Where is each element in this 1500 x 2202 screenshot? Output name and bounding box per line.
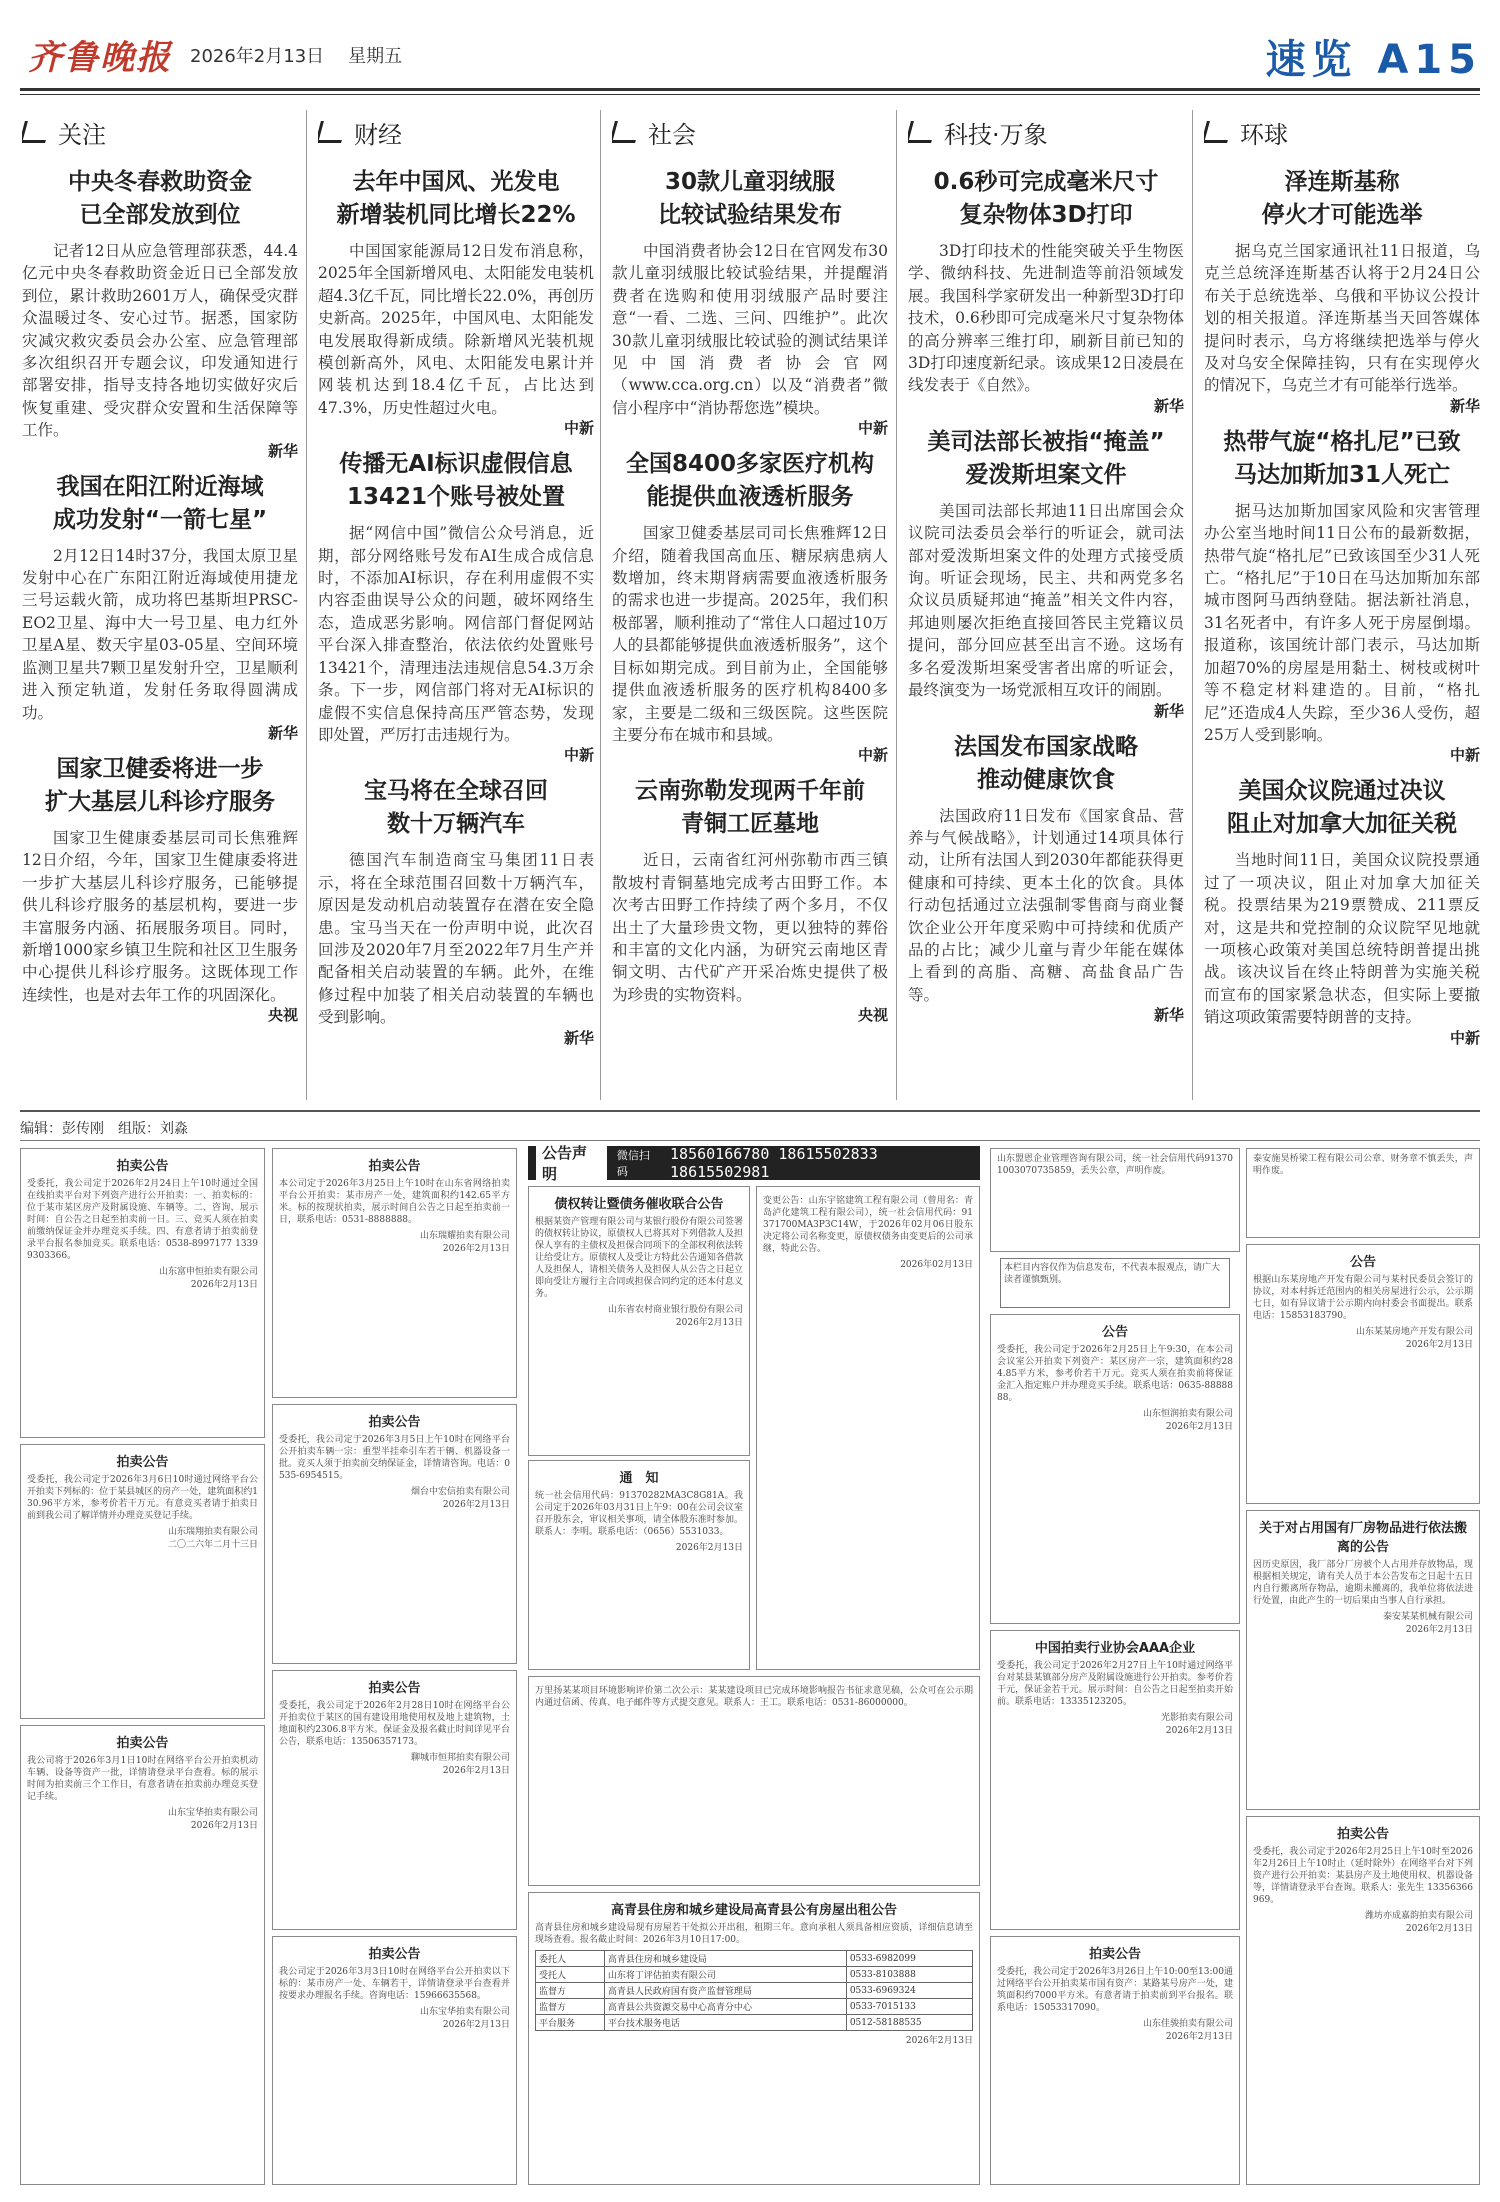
article: [318, 448, 594, 765]
ad-auction-notice: [990, 1936, 1240, 2185]
article-source: 中新: [563, 419, 594, 438]
ad-signature: 山东佳骏拍卖有限公司 2026年2月13日: [1142, 2019, 1233, 2042]
ad-title: 高青县住房和城乡建设局高青县公有房屋出租公告: [610, 1903, 897, 1918]
article-body: 国家卫生健康委基层司司长焦雅辉12日介绍，今年，国家卫生健康委将进一步扩大基层儿科诊疗服务，已能够提供儿科诊疗服务的基层机构，要进一步丰富服务内涵、拓展服务项目。同时，新增1000家乡镇卫生院和社区卫生服务中心提供儿科诊疗服务。这既体现工作连续性，也是对去年工作的巩固深化。: [22, 828, 298, 1004]
ad-body: 根据某资产管理有限公司与某银行股份有限公司签署的债权转让协议，原债权人已将其对下列借款人及担保人享有的主债权及担保合同项下的全部权利依法转让给受让方。原债权人及受让方特此公告通知各借款人及担保人，请相关债务人及担保人从公告之日起立即向受让方履行主合同或担保合同约定的还本付息义务。: [535, 1217, 743, 1299]
ad-auction-notice: [990, 1314, 1240, 1624]
ad-title: 中国拍卖行业协会AAA企业: [1034, 1641, 1196, 1656]
ad-signature: 2026年2月13日: [905, 2036, 973, 2046]
article-headline: 宝马将在全球召回 数十万辆汽车: [364, 778, 548, 838]
ad-body: 受委托，我公司定于2026年2月28日10时在网络平台公开拍卖位于某区的国有建设用地使用权及地上建筑物，土地面积约2306.8平方米。保证金及报名截止时间详见平台公告，联系电话：13506357173。: [279, 1701, 510, 1747]
corner-mark-icon: [318, 121, 347, 143]
ad-auction-notice: [272, 1404, 517, 1664]
ad-auction-notice: [272, 1936, 517, 2185]
article-headline: 中央冬春救助资金 已全部发放到位: [68, 169, 252, 228]
article-source: 新华: [1153, 396, 1184, 415]
ad-title: 拍卖公告: [116, 1736, 169, 1751]
column-heading: [318, 108, 594, 156]
table-cell: 监督方: [536, 1999, 605, 2015]
section-rule: [20, 1110, 1480, 1112]
table-cell: 受托人: [536, 1967, 605, 1983]
ad-title: 关于对占用国有厂房物品进行依法搬离的公告: [1258, 1521, 1467, 1555]
article-source: 中新: [1449, 746, 1480, 765]
article-source: 新华: [1449, 396, 1480, 415]
ad-rental-notice: [528, 1892, 980, 2185]
news-column: [612, 100, 888, 1110]
editor-credit: 编辑：彭传刚 组版：刘淼: [20, 1121, 188, 1137]
ad-title: 通 知: [619, 1471, 659, 1486]
column-divider: [306, 110, 307, 1100]
ad-signature: 2026年2月13日: [675, 1543, 743, 1553]
ad-signature: 山东瑞耀拍卖有限公司 2026年2月13日: [419, 1231, 510, 1254]
ad-title: 拍卖公告: [368, 1947, 421, 1962]
table-cell: 平台技术服务电话: [604, 2015, 846, 2031]
table-cell: 高青县公共资源交易中心高青分中心: [604, 1999, 846, 2015]
column-heading-label: 关注: [58, 120, 106, 149]
article-body: 法国政府11日发布《国家食品、营养与气候战略》，计划通过14项具体行动，让所有法国人到2030年都能获得更健康和可持续、更本土化的饮食。具体行动包括通过立法强制零售商与商业餐饮企业公开年度采购中可持续和优质产品的占比；减少儿童与青少年能在媒体上看到的高脂、高糖、高盐食品广告等。: [908, 806, 1184, 1004]
ad-public-notice: [1246, 1244, 1480, 1504]
article-headline: 泽连斯基称 停火才可能选举: [1261, 169, 1423, 228]
ad-title: 公告: [1349, 1255, 1376, 1270]
table-cell: 0512-58188535: [846, 2015, 972, 2031]
table-row: [536, 1951, 973, 1967]
masthead: [0, 0, 1500, 100]
ad-body: 受委托，我公司定于2026年3月5日上午10时在网络平台公开拍卖车辆一宗：重型半挂牵引车若干辆、机器设备一批。竞买人须于拍卖前交纳保证金，详情请咨询。电话：0535-6954515。: [279, 1435, 510, 1481]
table-row: [536, 1967, 973, 1983]
ad-relocation-notice: [1246, 1510, 1480, 1810]
article-source: 新华: [267, 441, 298, 460]
article-headline: 传播无AI标识虚假信息 13421个账号被处置: [339, 451, 573, 511]
article: [1204, 775, 1480, 1047]
contact-table: [535, 1950, 973, 2031]
ad-title: 公告: [1101, 1325, 1128, 1340]
ad-signature: 聊城市恒邦拍卖有限公司 2026年2月13日: [410, 1753, 510, 1776]
article: [22, 471, 298, 743]
disclaimer-text: 本栏目内容仅作为信息发布，不代表本报观点，请广大读者谨慎甄别。: [1004, 1263, 1221, 1285]
table-row: [536, 1999, 973, 2015]
ad-body: 因历史原因，我厂部分厂房被个人占用并存放物品，现根据相关规定，请有关人员于本公告发布之日起十五日内自行搬离所存物品，逾期未搬离的，我单位将依法进行处置，由此产生的一切后果由当事人自行承担。: [1253, 1560, 1473, 1606]
article: [1204, 426, 1480, 765]
article-headline: 我国在阳江附近海域 成功发射“一箭七星”: [52, 473, 268, 533]
article-source: 中新: [563, 746, 594, 765]
article: [612, 775, 888, 1025]
ad-body: 变更公告：山东宇铭建筑工程有限公司（曾用名：青岛泸化建筑工程有限公司），统一社会信用代码：91371700MA3P3C14W，于2026年02月06日股东决定将公司名称变更，原债权债务由变更后的公司承继，特此公告。: [763, 1196, 973, 1254]
column-heading: [612, 108, 888, 156]
ad-lost-seal-notice: [1246, 1148, 1480, 1238]
banner-phones: 18560166780 18615502833 18615502981: [670, 1145, 878, 1181]
article-headline: 美国众议院通过决议 阻止对加拿大加征关税: [1227, 778, 1457, 838]
ad-signature: 山东恒润拍卖有限公司 2026年2月13日: [1142, 1409, 1233, 1432]
issue-date: 2026年2月13日: [190, 46, 325, 67]
newspaper-logo: 齐鲁晚报: [28, 38, 172, 78]
article: [908, 426, 1184, 721]
column-heading: [908, 108, 1184, 156]
ad-auction-notice: [20, 1725, 265, 2185]
page-section-label: 速览 A15: [1265, 37, 1482, 83]
column-heading-label: 环球: [1240, 120, 1288, 149]
ad-signature: 潍坊亦成嘉韵拍卖有限公司 2026年2月13日: [1364, 1911, 1473, 1934]
ad-signature: 山东某某房地产开发有限公司 2026年2月13日: [1355, 1327, 1473, 1350]
ad-body: 受委托，我公司定于2026年2月27日上午10时通过网络平台对某县某镇部分房产及附属设施进行公开拍卖。参考价若干元，保证金若干元。展示时间：自公告之日起至拍卖开始前。联系电话：13335123205。: [997, 1661, 1233, 1707]
ad-signature: 山东宝华拍卖有限公司 2026年2月13日: [167, 1808, 258, 1831]
ad-body: 受委托，我公司定于2026年2月25日上午9:30，在本公司会议室公开拍卖下列资产：某区房产一宗，建筑面积约284.85平方米，参考价若干万元。竞买人须在拍卖前将保证金汇入指定账户并办理竞买手续。联系电话：0635-8888888。: [997, 1345, 1233, 1403]
article-source: 央视: [857, 1006, 888, 1025]
ad-title: 债权转让暨债务催收联合公告: [554, 1197, 724, 1212]
ad-body: 我公司将于2026年3月1日10时在网络平台公开拍卖机动车辆、设备等资产一批，详情请登录平台查看。标的展示时间为拍卖前三个工作日，有意者请在拍卖前办理竞买登记手续。: [27, 1756, 258, 1802]
article-body: 据马达加斯加国家风险和灾害管理办公室当地时间11日公布的最新数据，热带气旋“格扎尼”已致该国至少31人死亡。“格扎尼”于10日在马达加斯加东部城市图阿马西纳登陆。据法新社消息，31名死者中，有许多人死于房屋倒塌。报道称，该国统计部门表示，马达加斯加超70%的房屋是用黏土、树枝或树叶等不稳定材料建造的。目前，“格扎尼”还造成4人失踪，至少36人受伤，超25万人受到影响。: [1204, 501, 1480, 744]
article-body: 2月12日14时37分，我国太原卫星发射中心在广东阳江附近海域使用捷龙三号运载火箭，成功将巴基斯坦PRSC-EO2卫星、海中大一号卫星、电力红外卫星A星、数天宇星03-05星、空间环境监测卫星共7颗卫星发射升空，卫星顺利进入预定轨道，发射任务取得圆满成功。: [22, 546, 298, 722]
article-source: 新华: [267, 723, 298, 742]
table-cell: 平台服务: [536, 2015, 605, 2031]
column-heading-label: 科技·万象: [944, 120, 1048, 149]
article-source: 中新: [857, 419, 888, 438]
dateline: [190, 42, 426, 68]
ad-title: 拍卖公告: [368, 1681, 421, 1696]
ad-body: 我公司定于2026年3月3日10时在网络平台公开拍卖以下标的：某市房产一处、车辆若干，详情请登录平台查看并按要求办理报名手续。咨询电话：15966635568。: [279, 1967, 510, 2001]
article-body: 中国国家能源局12日发布消息称，2025年全国新增风电、太阳能发电装机超4.3亿千瓦，同比增长22.0%，再创历史新高。2025年，中国风电、太阳能发电发展取得新成绩。除新增风光装机规模创新高外，风电、太阳能发电累计并网装机达到18.4亿千瓦，占比达到47.3%，历史性超过火电。: [318, 242, 594, 417]
article-headline: 云南弥勒发现两千年前 青铜工匠墓地: [635, 778, 865, 838]
ad-body: 受委托，我公司定于2026年2月25日上午10时至2026年2月26日上午10时止（延时除外）在网络平台对下列资产进行公开拍卖：某县房产及土地使用权、机器设备等，详情请登录平台查询。联系人：张先生 13356366969。: [1253, 1847, 1473, 1905]
masthead-rule: [20, 88, 1480, 91]
masthead-rule-thin: [20, 94, 1480, 95]
ad-lost-seal-notice: [990, 1148, 1240, 1252]
ad-title: 拍卖公告: [1336, 1827, 1389, 1842]
banner-tag: 公告声明: [536, 1141, 607, 1185]
corner-mark-icon: [1204, 121, 1233, 143]
ad-signature: 烟台中宏信拍卖有限公司 2026年2月13日: [410, 1487, 510, 1510]
article-body: 国家卫健委基层司司长焦雅辉12日介绍，随着我国高血压、糖尿病患病人数增加，终末期肾病需要血液透析服务的需求也进一步提高。2025年，我们积极部署，顺利推动了“常住人口超过10万人的县都能够提供血液透析服务”，这个目标如期完成。到目前为止，全国能够提供血液透析服务的医疗机构8400多家，主要是二级和三级医院。这些医院主要分布在城市和县域。: [612, 524, 888, 744]
table-cell: 山东将丁评估拍卖有限公司: [604, 1967, 846, 1983]
ad-auction-notice: [20, 1444, 265, 1719]
ad-notification: [528, 1460, 750, 1670]
table-row: [536, 1983, 973, 1999]
column-heading-label: 社会: [648, 120, 696, 149]
ad-auction-notice: [272, 1670, 517, 1930]
ad-auction-notice: [272, 1148, 517, 1398]
ad-signature: 2026年02月13日: [900, 1260, 973, 1270]
ad-change-notice: [756, 1186, 980, 1670]
ad-auction-notice: [1246, 1816, 1480, 2185]
notice-banner: [528, 1144, 980, 1183]
ad-body: 山东盟恩企业管理咨询有限公司，统一社会信用代码913701003070735859，丢失公章，声明作废。: [997, 1154, 1233, 1176]
article: [22, 753, 298, 1025]
article: [1204, 166, 1480, 416]
ad-signature: 光影拍卖有限公司 2026年2月13日: [1160, 1713, 1233, 1736]
banner-tag-wechat: 微信扫码: [616, 1149, 650, 1178]
corner-mark-icon: [908, 121, 937, 143]
table-cell: 高青县人民政府国有资产监督管理局: [604, 1983, 846, 1999]
column-heading: [22, 108, 298, 156]
article: [612, 166, 888, 438]
ad-auction-notice: [20, 1148, 265, 1438]
ad-title: 拍卖公告: [116, 1455, 169, 1470]
ad-body: 本公司定于2026年3月25日上午10时在山东省网络拍卖平台公开拍卖：某市房产一处，建筑面积约142.65平方米。标的按现状拍卖，展示时间自公告之日起至拍卖前一日，联系电话：0531-8888888。: [279, 1179, 510, 1225]
table-cell: 委托人: [536, 1951, 605, 1967]
table-cell: 监督方: [536, 1983, 605, 1999]
article-body: 美国司法部长邦迪11日出席国会众议院司法委员会举行的听证会，就司法部对爱泼斯坦案文件的处理方式接受质询。听证会现场，民主、共和两党多名众议员质疑邦迪“掩盖”相关文件内容，邦迪则屡次拒绝直接回答民主党籍议员提问，部分回应甚至出言不逊。这场有多名爱泼斯坦案受害者出席的听证会，最终演变为一场党派相互攻讦的闹剧。: [908, 501, 1184, 700]
ad-title: 拍卖公告: [1088, 1947, 1141, 1962]
ad-environment-notice: [528, 1676, 980, 1886]
ad-signature: 山东瑞翔拍卖有限公司 二〇二六年二月十三日: [167, 1527, 258, 1550]
table-cell: 高青县住房和城乡建设局: [604, 1951, 846, 1967]
column-divider: [896, 110, 897, 1100]
article-headline: 美司法部长被指“掩盖” 爱泼斯坦案文件: [927, 428, 1165, 488]
article-body: 中国消费者协会12日在官网发布30款儿童羽绒服比较试验结果，并提醒消费者在选购和使用羽绒服产品时要注意“一看、二选、三问、四维护”。此次30款儿童羽绒服比较试验的测试结果详见中国消费者协会官网（www.cca.org.cn）以及“消费者”微信小程序中“消协帮您选”模块。: [612, 242, 888, 417]
news-column: [1204, 100, 1480, 1110]
article-source: 中新: [1449, 1028, 1480, 1047]
ad-auction-notice: [990, 1630, 1240, 1930]
article-headline: 0.6秒可完成毫米尺寸 复杂物体3D打印: [933, 169, 1159, 228]
ad-body: 根据山东某房地产开发有限公司与某村民委员会签订的协议，对本村拆迁范围内的相关房屋进行公示，公示期七日，如有异议请于公示期内向村委会书面提出。联系电话：15853183790。: [1253, 1275, 1473, 1321]
table-cell: 0533-8103888: [846, 1967, 972, 1983]
news-column: [908, 100, 1184, 1110]
article-body: 据“网信中国”微信公众号消息，近期，部分网络账号发布AI生成合成信息时，不添加AI标识，存在利用虚假不实内容歪曲误导公众的问题，破坏网络生态，造成恶劣影响。网信部门督促网站平台深入排查整治，依法依约处置账号13421个，清理违法违规信息54.3万余条。下一步，网信部门将对无AI标识的虚假不实信息保持高压严管态势，发现即处置，严厉打击违规行为。: [318, 524, 594, 744]
article: [908, 166, 1184, 416]
column-divider: [1192, 110, 1193, 1100]
ad-title: 拍卖公告: [116, 1159, 169, 1174]
ad-signature: 山东省农村商业银行股份有限公司 2026年2月13日: [607, 1305, 743, 1328]
article-headline: 国家卫健委将进一步 扩大基层儿科诊疗服务: [45, 755, 275, 815]
column-heading-label: 财经: [354, 120, 402, 149]
article-source: 央视: [267, 1006, 298, 1025]
ad-signature: 山东富申恒拍卖有限公司 2026年2月13日: [158, 1267, 258, 1290]
ad-debt-transfer-notice: [528, 1186, 750, 1456]
ad-body: 高青县住房和城乡建设局现有房屋若干处拟公开出租，租期三年。意向承租人须具备相应资质，详细信息请至现场查看。报名截止时间：2026年3月10日17:00。: [535, 1923, 973, 1945]
article-headline: 去年中国风、光发电 新增装机同比增长22%: [336, 169, 576, 228]
article-headline: 热带气旋“格扎尼”已致 马达加斯加31人死亡: [1223, 428, 1461, 488]
article-source: 中新: [857, 746, 888, 765]
issue-weekday: 星期五: [348, 46, 403, 67]
article-body: 德国汽车制造商宝马集团11日表示，将在全球范围召回数十万辆汽车，原因是发动机启动装置存在潜在安全隐患。宝马当天在一份声明中说，此次召回涉及2020年7月至2022年7月生产并配备相关启动装置的车辆。此外，在维修过程中加装了相关启动装置的车辆也受到影响。: [318, 851, 594, 1027]
ad-body: 统一社会信用代码：91370282MA3C8G81A。我公司定于2026年03月31日上午9：00在公司会议室召开股东会，审议相关事项，请全体股东准时参加。联系人：李明。联系电话：（0656）5531033。: [535, 1491, 743, 1537]
news-column: [318, 100, 594, 1110]
article: [318, 775, 594, 1047]
ad-body: 泰安施昊桥梁工程有限公司公章、财务章不慎丢失，声明作废。: [1253, 1154, 1473, 1176]
article-headline: 全国8400多家医疗机构 能提供血液透析服务: [625, 451, 874, 511]
article-source: 新华: [1153, 1006, 1184, 1025]
ad-body: 万里扬某某项目环境影响评价第二次公示：某某建设项目已完成环境影响报告书征求意见稿，公众可在公示期内通过信函、传真、电子邮件等方式提交意见。联系人：王工。联系电话：0531-86000000。: [535, 1686, 973, 1708]
ad-disclaimer: [1000, 1258, 1230, 1308]
ad-title: 拍卖公告: [368, 1159, 421, 1174]
ad-signature: 山东宝华拍卖有限公司 2026年2月13日: [419, 2007, 510, 2030]
article-body: 近日，云南省红河州弥勒市西三镇散坡村青铜墓地完成考古田野工作。本次考古田野工作持续了两个多月，不仅出土了大量珍贵文物，更以独特的葬俗和丰富的文化内涵，为研究云南地区青铜文明、古代矿产开采冶炼史提供了极为珍贵的实物资料。: [612, 851, 888, 1004]
article-headline: 30款儿童羽绒服 比较试验结果发布: [658, 169, 842, 228]
table-row: [536, 2015, 973, 2031]
ad-signature: 泰安某某机械有限公司 2026年2月13日: [1382, 1612, 1473, 1635]
corner-mark-icon: [612, 121, 641, 143]
ad-body: 受委托，我公司定于2026年3月26日上午10:00至13:00通过网络平台公开拍卖某市国有资产：某路某号房产一处，建筑面积约7000平方米。有意者请于拍卖前到平台报名。联系电话：15053317090。: [997, 1967, 1233, 2013]
article-headline: 法国发布国家战略 推动健康饮食: [954, 733, 1138, 793]
table-cell: 0533-6969324: [846, 1983, 972, 1999]
corner-mark-icon: [22, 121, 51, 143]
article: [612, 448, 888, 765]
article: [908, 731, 1184, 1026]
ad-body: 受委托，我公司定于2026年2月24日上午10时通过全国在线拍卖平台对下列资产进行公开拍卖：一、拍卖标的：位于某市某区房产及附属设施、车辆等。二、咨询、展示时间：自公告之日起至拍卖前一日。三、竞买人须在拍卖前缴纳保证金并办理竞买手续。四、有意者请于拍卖前登录平台报名参加竞买。联系电话：0538-8997177 13399303366。: [27, 1179, 258, 1261]
column-heading: [1204, 108, 1480, 156]
article-body: 3D打印技术的性能突破关乎生物医学、微纳科技、先进制造等前沿领域发展。我国科学家研发出一种新型3D打印技术，0.6秒即可完成毫米尺寸复杂物体的高分辨率三维打印，刷新目前已知的3D打印速度新纪录。该成果12日凌晨在线发表于《自然》。: [908, 242, 1184, 395]
news-column: [22, 100, 298, 1110]
article: [22, 166, 298, 461]
article-source: 新华: [1153, 701, 1184, 720]
article-body: 据乌克兰国家通讯社11日报道，乌克兰总统泽连斯基否认将于2月24日公布关于总统选举、乌俄和平协议公投计划的相关报道。泽连斯基当天回答媒体提问时表示，乌方将继续把选举与停火及对乌安全保障挂钩，只有在实现停火的情况下，乌克兰才有可能举行选举。: [1204, 242, 1480, 395]
ad-area-rule: [20, 1140, 1480, 1141]
table-cell: 0533-7015133: [846, 1999, 972, 2015]
column-divider: [600, 110, 601, 1100]
article-body: 记者12日从应急管理部获悉，44.4亿元中央冬春救助资金近日已全部发放到位，累计救助2601万人，确保受灾群众温暖过冬、安心过节。据悉，国家防灾减灾救灾委员会办公室、应急管理部多次组织召开专题会议，印发通知进行部署安排，指导支持各地切实做好灾后恢复重建、受灾群众安置和生活保障等工作。: [22, 242, 298, 440]
article-body: 当地时间11日，美国众议院投票通过了一项决议，阻止对加拿大加征关税。投票结果为219票赞成、211票反对，这是共和党控制的众议院罕见地就一项核心政策对美国总统特朗普提出挑战。该决议旨在终止特朗普为实施关税而宣布的国家紧急状态，但实际上要撤销这项政策需要特朗普的支持。: [1204, 851, 1480, 1027]
table-cell: 0533-6982099: [846, 1951, 972, 1967]
ad-body: 受委托，我公司定于2026年3月6日10时通过网络平台公开拍卖下列标的：位于某县城区的房产一处，建筑面积约130.96平方米，参考价若干万元。有意竞买者请于拍卖日前到我公司了解详情并办理竞买登记手续。: [27, 1475, 258, 1521]
article-source: 新华: [563, 1028, 594, 1047]
ad-title: 拍卖公告: [368, 1415, 421, 1430]
article: [318, 166, 594, 438]
